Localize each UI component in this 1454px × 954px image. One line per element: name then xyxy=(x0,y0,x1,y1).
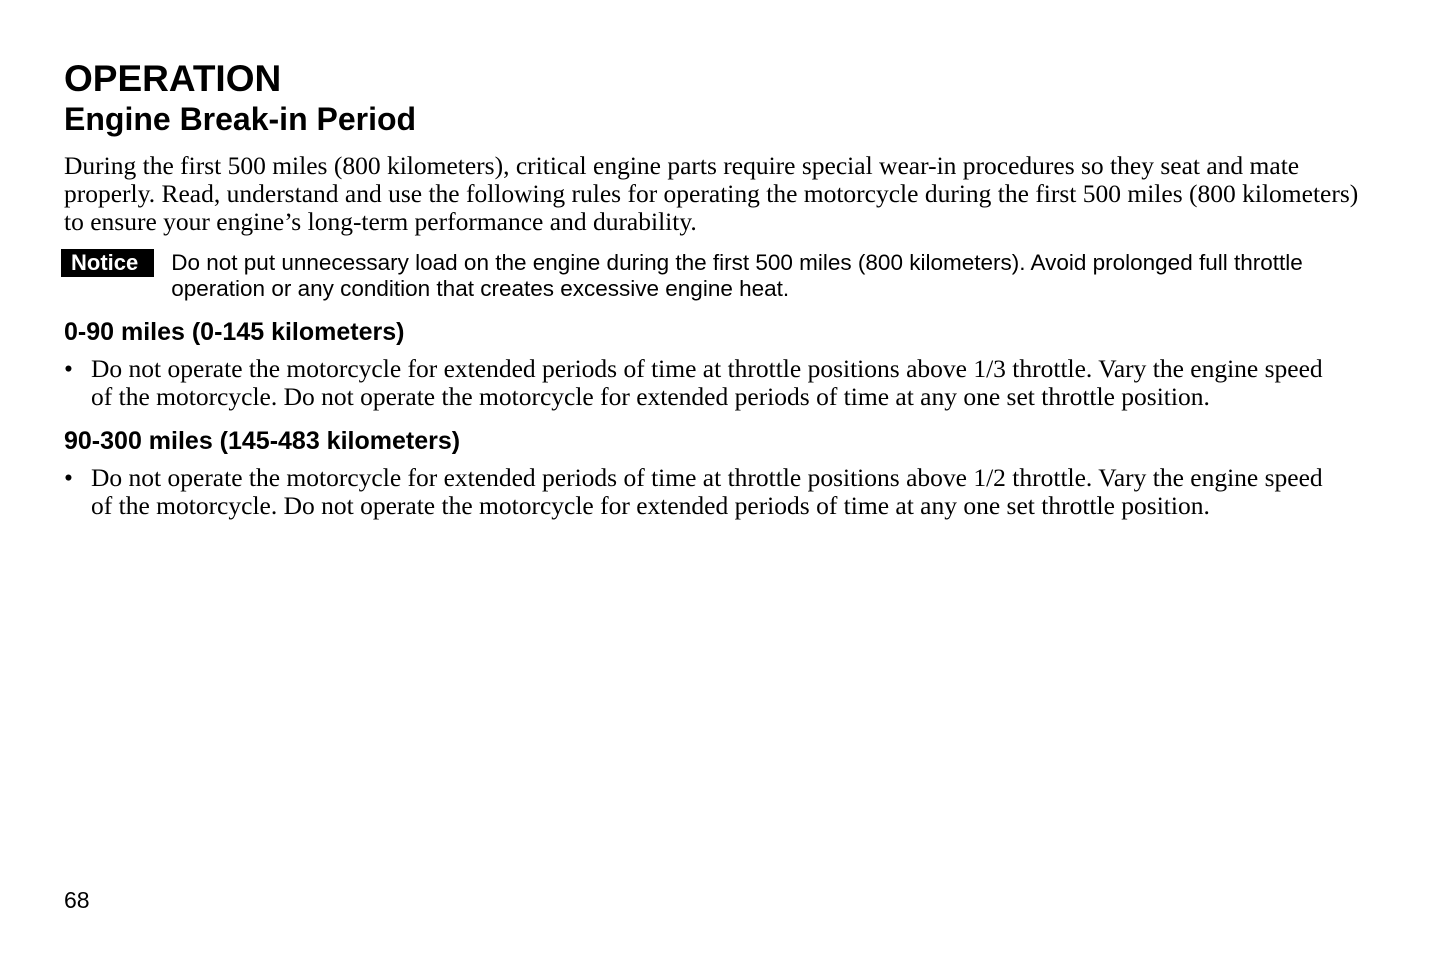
notice-text: Do not put unnecessary load on the engine during the first 500 miles (800 kilometers). Avoid prolonged full throttle operation or any condition that creates excessive engine heat. xyxy=(171,250,1303,301)
bullet-text: Do not operate the motorcycle for extended periods of time at throttle positions above 1/3 throttle. Vary the engine speed of the motorcycle. Do not operate the motorcycle for extended periods of time at any one set throttle position. xyxy=(91,354,1323,411)
list-item xyxy=(64,464,1374,520)
range-list-90-300 xyxy=(64,464,1374,520)
manual-page xyxy=(64,58,1374,520)
notice-badge: Notice xyxy=(61,249,154,277)
range-heading-0-90: 0-90 miles (0-145 kilometers) xyxy=(64,318,405,346)
range-list-0-90 xyxy=(64,355,1374,411)
intro-paragraph: During the first 500 miles (800 kilometers), critical engine parts require special wear-in procedures so they seat and mate properly. Read, understand and use the following rules for operating the motorcycle during the first 500 miles (800 kilometers) to ensure your engine’s long-term performance and durability. xyxy=(64,151,1359,236)
section-title: OPERATION xyxy=(64,58,282,99)
bullet-icon: • xyxy=(64,354,73,383)
notice-block xyxy=(61,249,1374,302)
page-number: 68 xyxy=(64,887,90,913)
list-item xyxy=(64,355,1374,411)
bullet-icon: • xyxy=(64,463,73,492)
range-heading-90-300: 90-300 miles (145-483 kilometers) xyxy=(64,427,461,455)
subsection-title: Engine Break-in Period xyxy=(64,101,417,137)
bullet-text: Do not operate the motorcycle for extended periods of time at throttle positions above 1/2 throttle. Vary the engine speed of the motorcycle. Do not operate the motorcycle for extended periods of time at any one set throttle position. xyxy=(91,463,1323,520)
